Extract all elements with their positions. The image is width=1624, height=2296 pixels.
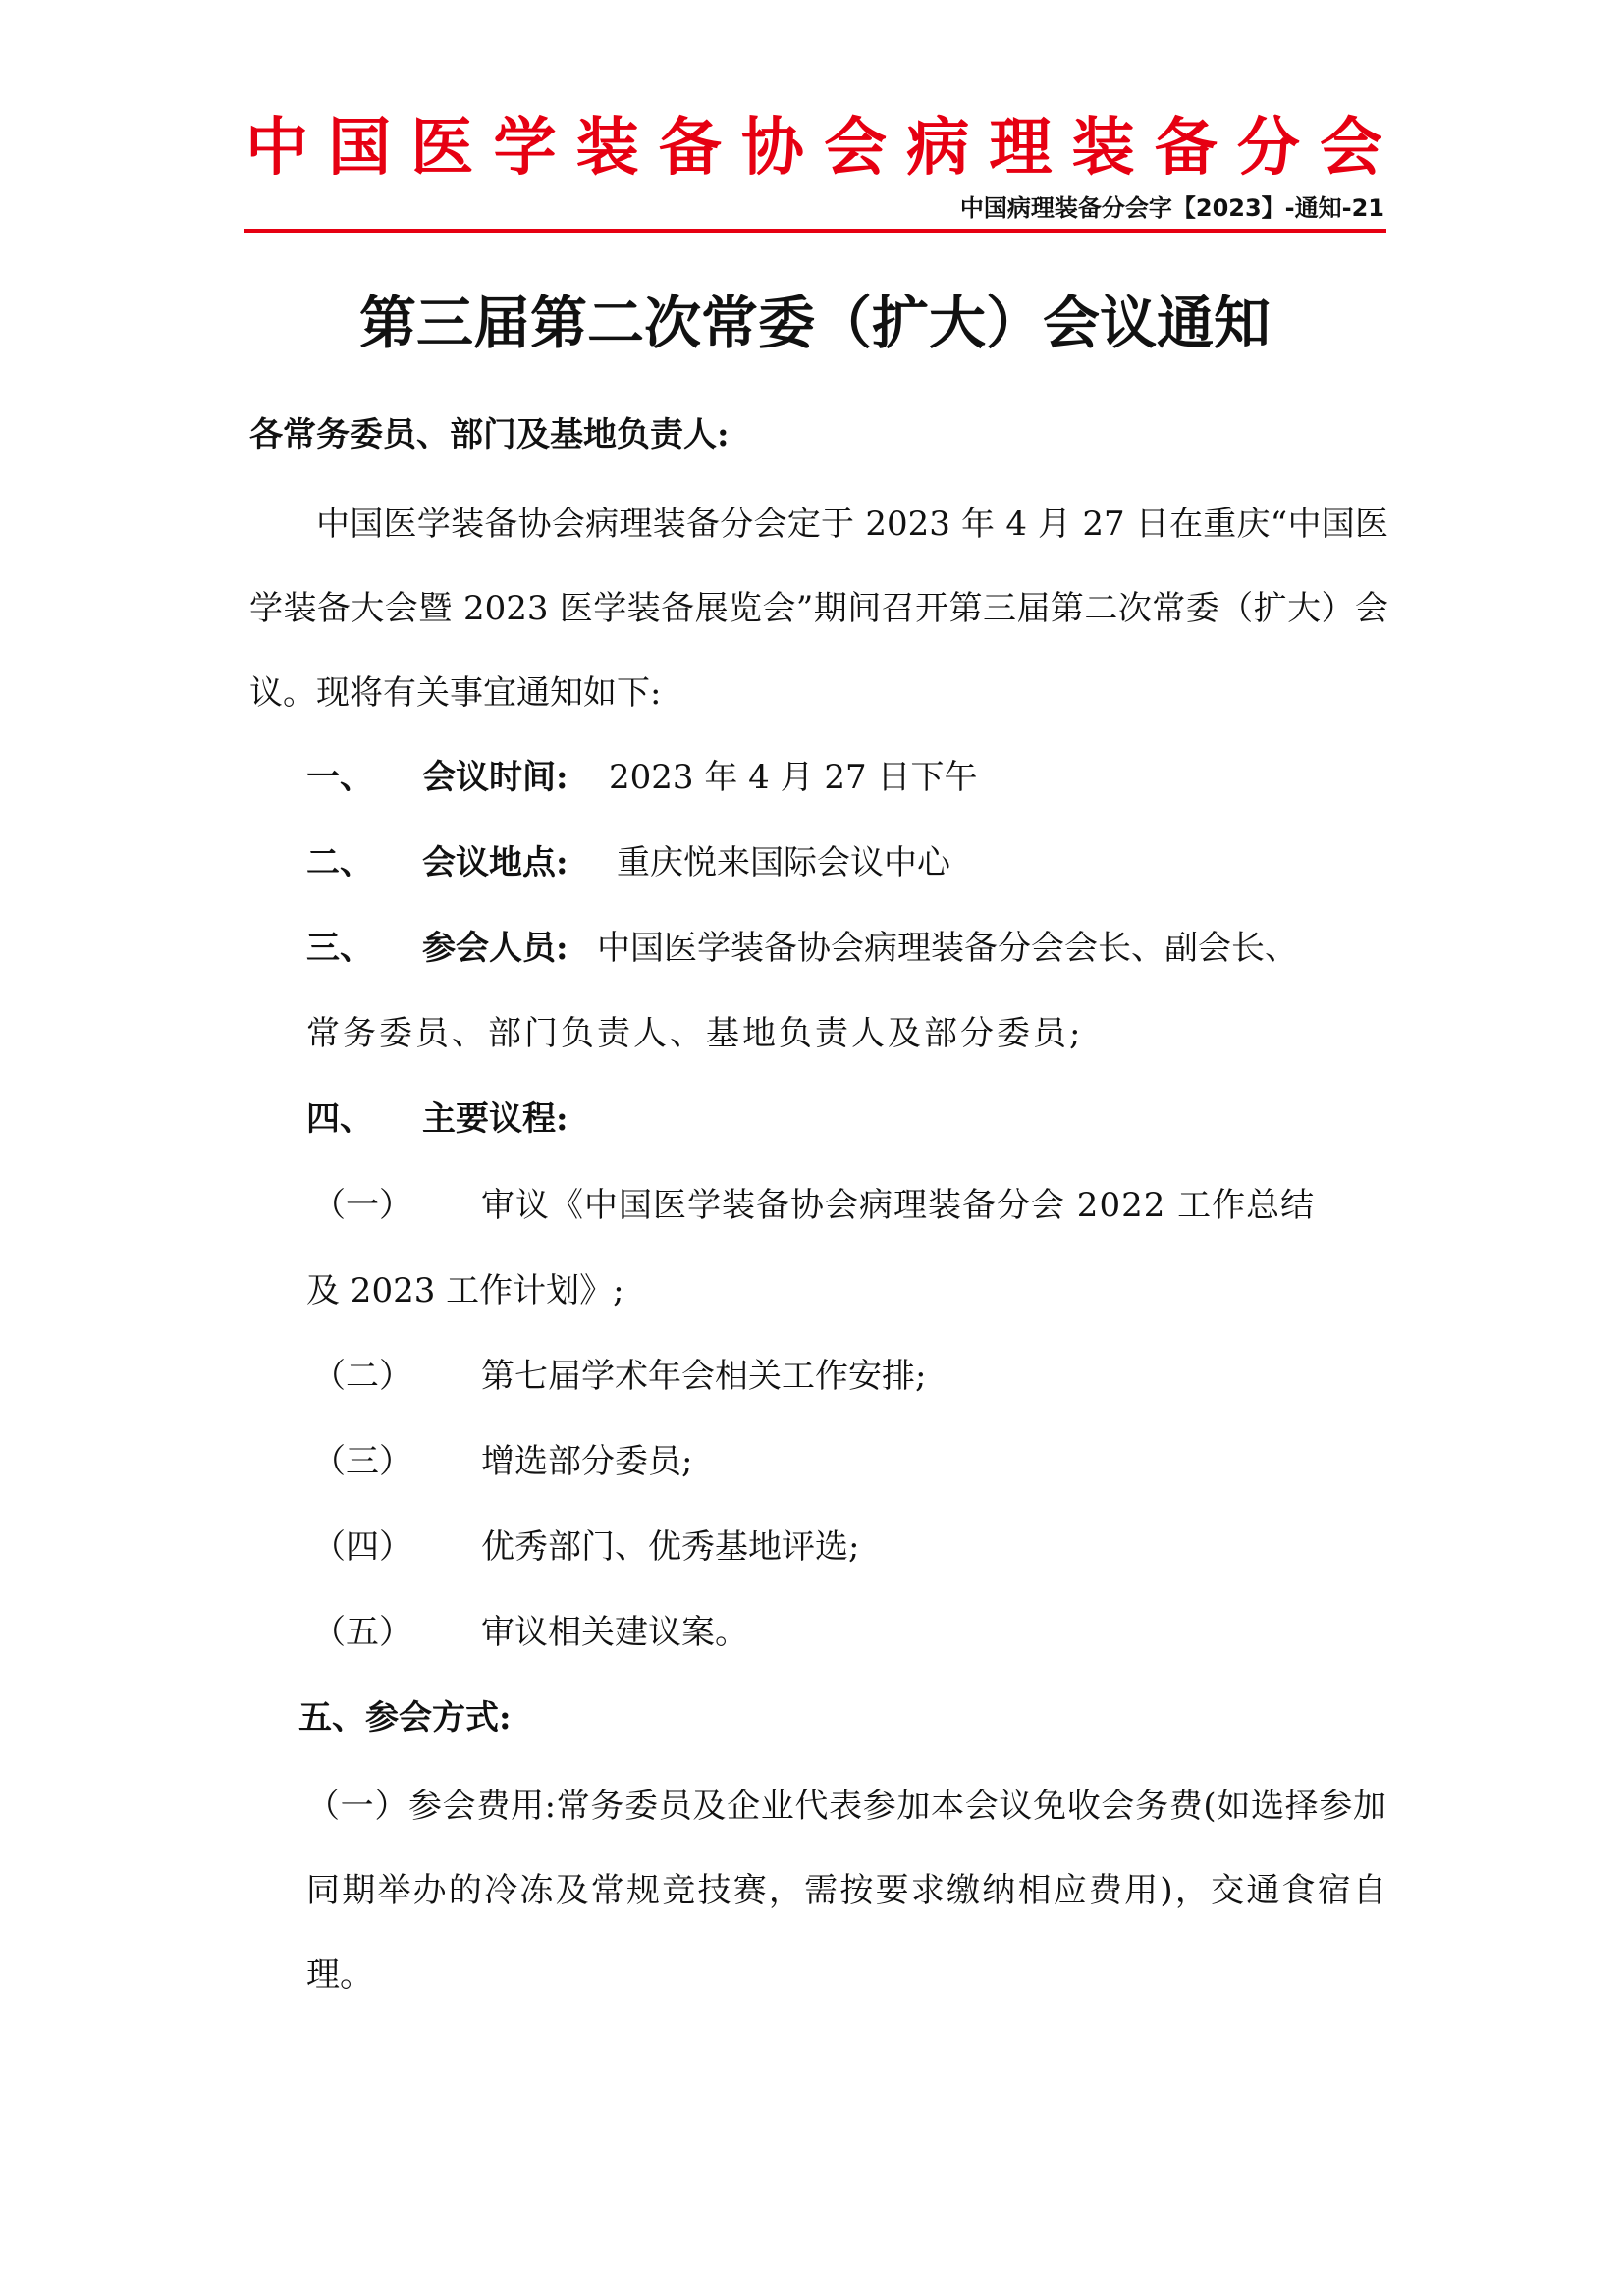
section-text: 重庆悦来国际会议中心 xyxy=(617,843,950,882)
agenda-text-continuation: 及 2023 工作计划》; xyxy=(306,1271,624,1310)
document-number: 中国病理装备分会字【2023】-通知-21 xyxy=(959,194,1384,222)
agenda-text: 审议相关建议案。 xyxy=(481,1613,748,1652)
agenda-text: 增选部分委员; xyxy=(481,1442,693,1481)
salutation: 各常务委员、部门及基地负责人: xyxy=(249,415,730,454)
section-label: 参会人员: xyxy=(422,929,568,968)
agenda-text: 优秀部门、优秀基地评选; xyxy=(481,1527,860,1567)
org-title: 中国医学装备协会病理装备分会 xyxy=(245,112,1384,185)
agenda-number: （四） xyxy=(312,1527,412,1567)
intro-paragraph: 中国医学装备协会病理装备分会定于 2023 年 4 月 27 日在重庆“中国医学装备大会暨 2023 医学装备展览会”期间召开第三届第二次常委（扩大）会议。现将有关事宜通知如下: xyxy=(249,505,1388,713)
agenda-text: 第七届学术年会相关工作安排; xyxy=(481,1357,927,1396)
section-text: 2023 年 4 月 27 日下午 xyxy=(609,758,978,797)
section-label: 主要议程: xyxy=(422,1099,568,1139)
agenda-text: 审议《中国医学装备协会病理装备分会 2022 工作总结 xyxy=(481,1186,1316,1225)
section-label: 会议时间: xyxy=(422,758,568,797)
header-divider xyxy=(244,229,1386,233)
agenda-number: （三） xyxy=(312,1442,412,1481)
section-text: 中国医学装备协会病理装备分会会长、副会长、 xyxy=(597,929,1298,968)
section-number: 四、 xyxy=(306,1099,373,1139)
section-number: 三、 xyxy=(306,929,373,968)
participation-heading: 五、参会方式: xyxy=(298,1698,512,1737)
notice-title: 第三届第二次常委（扩大）会议通知 xyxy=(358,290,1271,356)
participation-fee-paragraph: （一）参会费用:常务委员及企业代表参加本会议免收会务费(如选择参加同期举办的冷冻及常规竞技赛，需按要求缴纳相应费用)，交通食宿自理。 xyxy=(306,1787,1386,1995)
agenda-number: （二） xyxy=(312,1357,412,1396)
section-number: 一、 xyxy=(306,758,373,797)
agenda-number: （一） xyxy=(312,1186,412,1225)
agenda-number: （五） xyxy=(312,1613,412,1652)
section-text-continuation: 常务委员、部门负责人、基地负责人及部分委员; xyxy=(306,1014,1084,1053)
section-number: 二、 xyxy=(306,843,373,882)
section-label: 会议地点: xyxy=(422,843,568,882)
